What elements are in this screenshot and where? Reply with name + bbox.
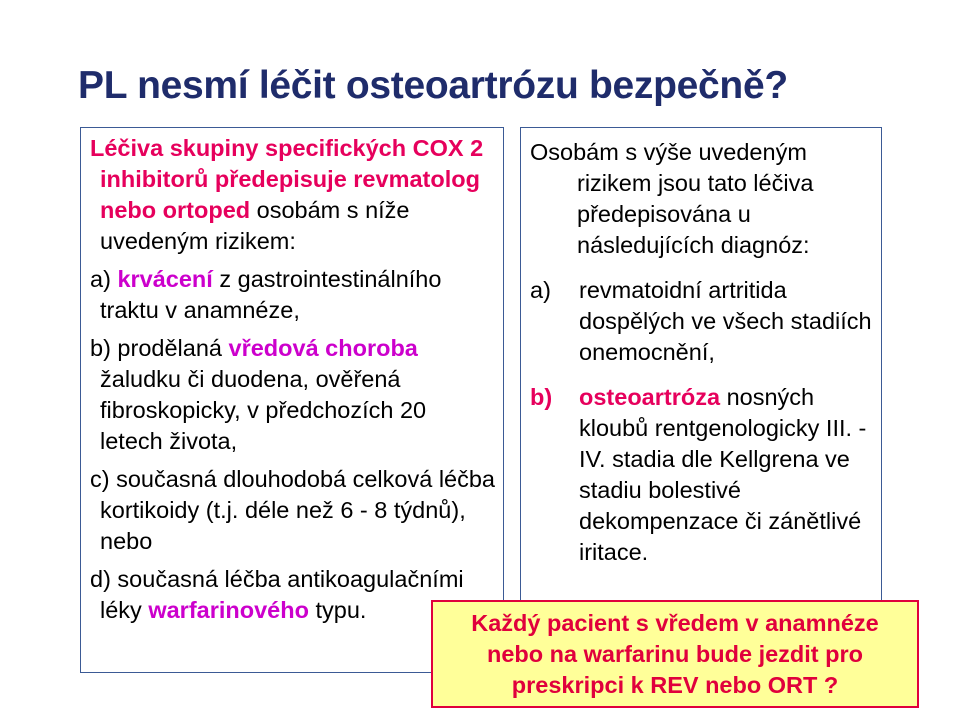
- right-item-a-text: revmatoidní artritida dospělých ve všech stadiích onemocnění,: [579, 277, 872, 365]
- left-item-a-rest: z gastrointestinálního traktu v anamnéze,: [100, 266, 442, 323]
- right-item-a: [530, 275, 875, 368]
- right-item-a-label: a): [530, 277, 551, 303]
- slide-title: PL nesmí léčit osteoartrózu bezpečně?: [78, 64, 788, 107]
- callout-line-3: preskripci k REV nebo ORT ?: [511, 672, 839, 698]
- left-item-d-rest: typu.: [308, 597, 367, 623]
- callout-line-2: nebo na warfarinu bude jezdit pro: [486, 641, 864, 667]
- left-item-b-highlight: vředová choroba: [228, 335, 418, 361]
- left-item-b-rest: žaludku či duodena, ověřená fibroskopicky, v předchozích 20 letech života,: [100, 366, 427, 454]
- right-item-b-highlight: osteoartróza: [579, 384, 721, 410]
- left-item-a: [90, 264, 495, 326]
- callout-box: [431, 600, 919, 708]
- left-item-c: c) současná dlouhodobá celková léčba kortikoidy (t.j. déle než 6 - 8 týdnů), nebo: [90, 466, 495, 554]
- left-intro: [90, 133, 495, 257]
- right-item-b-label: b): [530, 384, 553, 410]
- left-item-b: [90, 333, 495, 457]
- callout-line-1: Každý pacient s vředem v anamnéze: [471, 610, 879, 636]
- right-intro: Osobám s výše uvedeným rizikem jsou tato léčiva předepisována u následujících diagnóz:: [530, 139, 814, 258]
- right-item-b-rest: nosných kloubů rentgenologicky III. - IV. stadia dle Kellgrena ve stadiu bolestivé dekompenzace či zánětlivé iritace.: [579, 384, 867, 565]
- left-intro-highlight: Léčiva skupiny specifických COX 2 inhibitorů předepisuje revmatolog nebo ortoped: [90, 135, 484, 223]
- left-item-b-prefix: b) prodělaná: [90, 335, 229, 361]
- left-item-a-highlight: krvácení: [117, 266, 213, 292]
- right-item-b-text: [579, 382, 875, 568]
- left-text-box: [80, 127, 504, 673]
- left-item-d-highlight: warfarinového: [148, 597, 309, 623]
- left-intro-rest: osobám s níže uvedeným rizikem:: [100, 197, 410, 254]
- right-text-box: [520, 127, 882, 602]
- left-item-a-prefix: a): [90, 266, 118, 292]
- right-item-b: [530, 382, 875, 568]
- left-item-d-prefix: d) současná léčba antikoagulačními léky: [90, 566, 464, 623]
